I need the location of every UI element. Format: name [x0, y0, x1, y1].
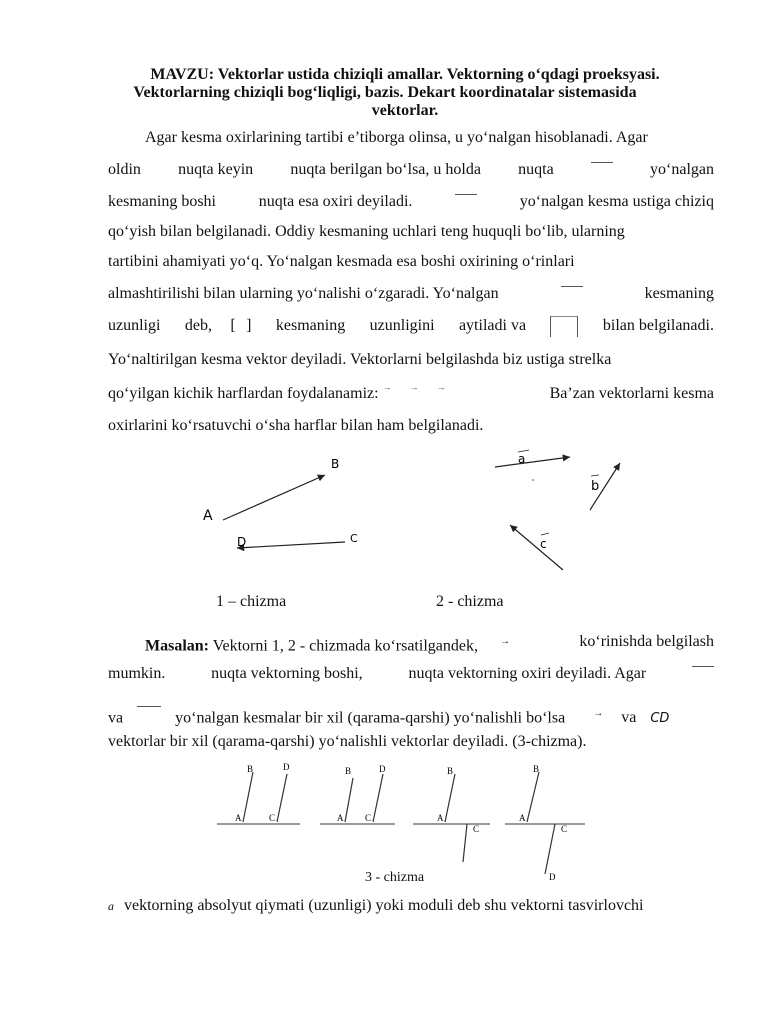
vector-a [495, 457, 570, 467]
page-title [95, 66, 715, 120]
arrow-symbol: → [499, 636, 510, 647]
para1-line3: kesmaning boshi nuqta esa oxiri deyiladi. yo‘nalgan kesma ustiga chiziq [108, 193, 714, 210]
svg-text:C: C [365, 813, 372, 823]
vector-a-symbol: a [108, 899, 114, 913]
label-D: D [237, 535, 247, 549]
para3-line1: a vektorning absolyut qiymati (uzunligi) yoki moduli deb shu vektorni tasvirlovchi [108, 897, 644, 914]
figure-3-diagram [205, 758, 595, 883]
svg-text:D: D [283, 762, 290, 772]
para2-line3: va yo‘nalgan kesmalar bir xil (qarama-qarshi) yo‘nalishli bo‘lsa → va CD [108, 708, 670, 727]
svg-text:B: B [247, 764, 254, 774]
title-line-3: vektorlar. [371, 102, 439, 119]
para1-line2: oldin nuqta keyin nuqta berilgan bo‘lsa, u holda nuqta yo‘nalgan [108, 161, 714, 178]
segment-bar-symbol [591, 160, 613, 180]
figure-2-diagram [485, 445, 635, 575]
label-A: A [203, 508, 213, 524]
para1-line6: almashtirilishi bilan ularning yo‘nalishi o‘zgaradi. Yo‘nalgan kesmaning [108, 285, 714, 302]
vector-cd-symbol: CD [650, 711, 670, 727]
figure-2-caption: 2 - chizma [436, 593, 504, 610]
para1-line8: Yo‘naltirilgan kesma vektor deyiladi. Vektorlarni belgilashda biz ustiga strelka [108, 351, 612, 368]
vector-ab [223, 475, 325, 520]
figure-3-caption: 3 - chizma [365, 870, 425, 885]
para2-line2: mumkin. nuqta vektorning boshi, nuqta vektorning oxiri deyiladi. Agar [108, 664, 714, 684]
para1-line10: oxirlarini ko‘rsatuvchi o‘sha harflar bilan ham belgilanadi. [108, 417, 484, 434]
para1-line9: qo‘yilgan kichik harflardan foydalanamiz: →→→ Ba’zan vektorlarni kesma [108, 384, 714, 405]
svg-text:A: A [337, 813, 344, 823]
svg-text:A: A [437, 813, 444, 823]
vector-cd [237, 542, 345, 548]
svg-text:C: C [561, 824, 568, 834]
svg-text:B: B [447, 766, 454, 776]
label-c: c [540, 537, 547, 551]
svg-text:A: A [235, 813, 242, 823]
svg-text:A: A [519, 813, 526, 823]
vector-c [510, 525, 563, 570]
figure-1-diagram [195, 450, 375, 560]
vector-ab-1 [243, 772, 253, 822]
para2-line1: Masalan: Vektorni 1, 2 - chizmada ko‘rsatilgandek, → ko‘rinishda belgilash [145, 633, 714, 655]
label-B: B [331, 457, 340, 471]
segment-bar-symbol [692, 664, 714, 684]
label-C: C [350, 532, 358, 545]
label-b: b [591, 479, 600, 494]
para1-line4: qo‘yish bilan belgilanadi. Oddiy kesmaning uchlari teng huquqli bo‘lib, ularning [108, 223, 625, 240]
dot-mark [532, 479, 534, 481]
svg-text:B: B [345, 766, 352, 776]
svg-text:C: C [269, 813, 276, 823]
figure-1-caption: 1 – chizma [216, 593, 287, 610]
title-line-1: MAVZU: Vektorlar ustida chiziqli amallar. Vektorning o‘qdagi proeksyasi. [150, 66, 660, 83]
para1-line1: Agar kesma oxirlarining tartibi e’tiborga olinsa, u yo‘nalgan hisoblanadi. Agar [145, 129, 648, 146]
segment-bar-symbol [455, 192, 477, 212]
arrow-symbols: →→→ [382, 382, 464, 392]
svg-text:D: D [549, 872, 556, 882]
label-a: a [518, 452, 526, 466]
svg-text:D: D [379, 764, 386, 774]
svg-text:C: C [473, 824, 480, 834]
segment-bar-symbol [137, 709, 161, 726]
title-line-2: Vektorlarning chiziqli bog‘liqligi, bazis. Dekart koordinatalar sistemasida [133, 84, 637, 101]
arrow-symbol: → [593, 708, 604, 719]
para2-line4: vektorlar bir xil (qarama-qarshi) yo‘nalishli vektorlar deyiladi. (3-chizma). [108, 733, 587, 750]
para1-line5: tartibini ahamiyati yo‘q. Yo‘nalgan kesmada esa boshi oxirining o‘rinlari [108, 253, 575, 270]
svg-text:B: B [533, 764, 540, 774]
para1-line7: uzunligi deb, [ ] kesmaning uzunligini aytiladi va bilan belgilanadi. [108, 316, 714, 337]
vector-cd-1 [277, 774, 287, 822]
segment-bar-symbol [561, 284, 583, 304]
modulus-box-symbol [550, 316, 578, 337]
